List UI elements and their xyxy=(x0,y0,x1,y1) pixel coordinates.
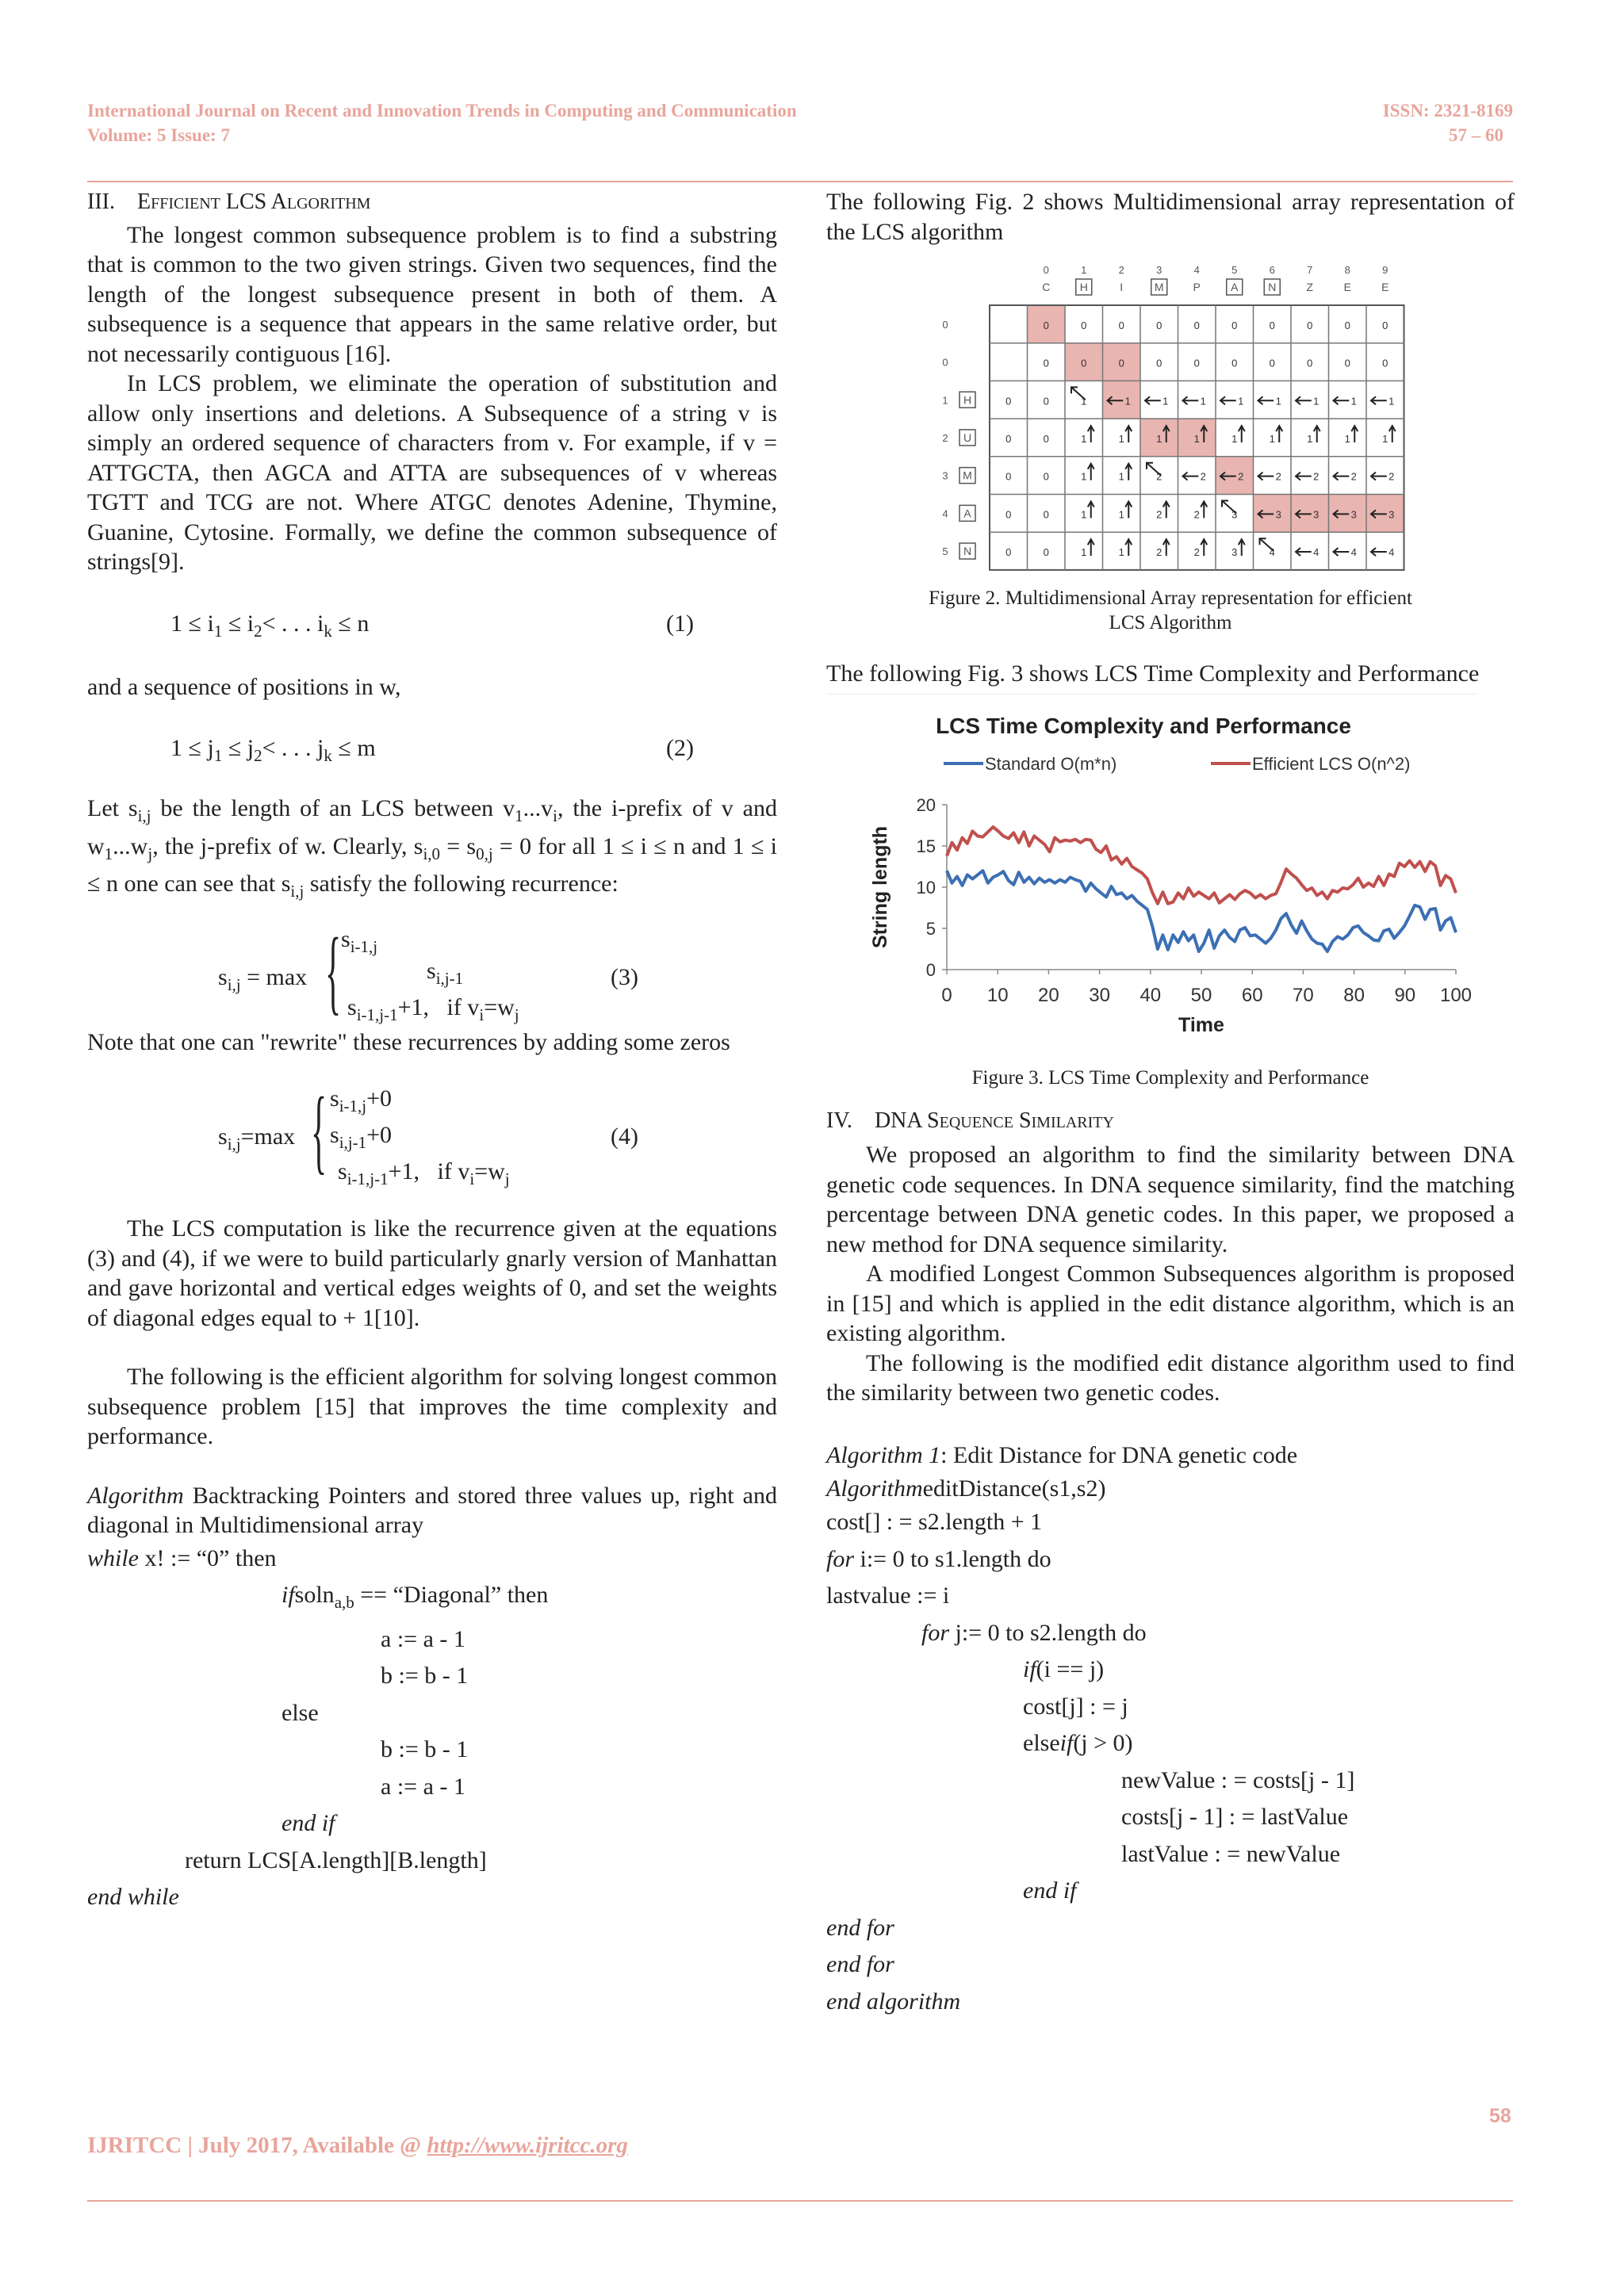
x-tick-label: 20 xyxy=(1038,984,1059,1006)
arrow-up-icon xyxy=(1201,502,1207,519)
matrix-cell-value: 0 xyxy=(1307,319,1313,331)
matrix-cell-value: 0 xyxy=(1043,395,1049,408)
matrix-col-index: 6 xyxy=(1269,264,1275,276)
matrix-cell-value: 1 xyxy=(1307,432,1313,445)
arrow-up-icon xyxy=(1314,426,1320,442)
arrow-up-icon xyxy=(1163,539,1170,556)
alg-line: elseif(j > 0) xyxy=(1023,1730,1133,1756)
matrix-cell-value: 1 xyxy=(1118,508,1124,521)
time-complexity-chart xyxy=(826,694,1515,1054)
matrix-cell-value: 0 xyxy=(1231,319,1238,331)
matrix-col-index: 5 xyxy=(1231,264,1238,276)
x-axis-label: Time xyxy=(1178,1013,1224,1036)
alg-line: end for xyxy=(826,1951,894,1977)
page-number: 58 xyxy=(1489,2105,1511,2127)
matrix-cell-value: 1 xyxy=(1200,395,1206,408)
alg-line: AlgorithmeditDistance(s1,s2) xyxy=(826,1475,1106,1502)
matrix-cell-value: 0 xyxy=(1118,357,1124,369)
arrow-up-icon xyxy=(1276,426,1282,442)
arrow-up-icon xyxy=(1239,426,1245,442)
arrow-left-icon xyxy=(1334,396,1350,404)
matrix-cell-value: 0 xyxy=(1382,319,1388,331)
alg-line: for i:= 0 to s1.length do xyxy=(826,1545,1051,1572)
arrow-diagonal-icon xyxy=(1071,387,1086,400)
section-heading-3 xyxy=(87,187,777,217)
matrix-cell-value: 0 xyxy=(1043,357,1049,369)
x-tick-label: 10 xyxy=(986,984,1009,1006)
algorithm-edit-distance xyxy=(826,1437,1515,2021)
paragraph: The following is the efficient algorithm for solving longest common subsequence problem [15] that improves the time complexity and performance. xyxy=(87,1364,777,1449)
arrow-left-icon xyxy=(1296,396,1312,404)
matrix-row-char: U xyxy=(963,430,972,444)
volume-issue: Volume: 5 Issue: 7 xyxy=(87,125,230,145)
alg-line: b := b - 1 xyxy=(381,1663,469,1689)
matrix-cell-value: 0 xyxy=(1081,319,1087,331)
x-tick-label: 70 xyxy=(1293,984,1314,1006)
footer-text: IJRITCC | July 2017, Available @ http://www.ijritcc.org xyxy=(87,2133,628,2158)
arrow-diagonal-icon xyxy=(1222,501,1236,514)
matrix-cell-value: 1 xyxy=(1081,470,1087,483)
y-tick-label: 15 xyxy=(916,836,936,856)
section-number: III. xyxy=(87,189,115,214)
matrix-cell-value: 2 xyxy=(1388,470,1395,483)
matrix-col-char: C xyxy=(1042,281,1051,293)
matrix-cell-value: 1 xyxy=(1081,395,1087,408)
alg-line: lastValue : = newValue xyxy=(1121,1840,1341,1867)
equation-number: (2) xyxy=(666,735,694,761)
alg-line: a := a - 1 xyxy=(381,1625,465,1652)
matrix-cell-value: 0 xyxy=(1307,357,1313,369)
matrix-cell-value: 0 xyxy=(1382,357,1388,369)
matrix-cell-value: 2 xyxy=(1350,470,1357,483)
journal-title: International Journal on Recent and Innovation Trends in Computing and Communication xyxy=(87,101,797,121)
arrow-up-icon xyxy=(1125,539,1132,556)
section-number: IV. xyxy=(826,1108,852,1133)
matrix-row-char: M xyxy=(963,469,972,482)
matrix-cell-value: 2 xyxy=(1313,470,1320,483)
matrix-row-index: 1 xyxy=(942,394,948,407)
matrix-col-index: 2 xyxy=(1118,264,1124,276)
arrow-diagonal-icon xyxy=(1260,538,1274,551)
left-column xyxy=(87,187,777,1916)
arrow-left-icon xyxy=(1371,396,1387,404)
equation-number: (3) xyxy=(611,963,638,990)
matrix-cell-value: 0 xyxy=(1043,470,1049,483)
alg-line: if(i == j) xyxy=(1023,1656,1105,1682)
matrix-row-index: 5 xyxy=(942,545,948,558)
paragraph: Note that one can "rewrite" these recurrences by adding some zeros xyxy=(87,1028,730,1055)
algorithm-title: Algorithm Backtracking Pointers and stored three values up, right and diagonal in Multidimensional array xyxy=(87,1482,777,1538)
figure-3-caption: Figure 3. LCS Time Complexity and Performance xyxy=(971,1066,1369,1089)
matrix-col-char: A xyxy=(1231,281,1239,293)
alg-line: costs[j - 1] : = lastValue xyxy=(1121,1804,1349,1830)
matrix-cell-value: 1 xyxy=(1382,432,1388,445)
matrix-cell-value: 0 xyxy=(1156,319,1162,331)
matrix-cell-value: 1 xyxy=(1118,470,1124,483)
matrix-col-char: E xyxy=(1343,281,1351,293)
matrix-cell-value: 1 xyxy=(1238,395,1244,408)
paragraph: A modified Longest Common Subsequences algorithm is proposed in [15] and which is applied in the edit distance algorithm, which is an existing algorithm. xyxy=(826,1261,1515,1346)
matrix-cell-value: 0 xyxy=(1005,470,1012,483)
arrow-up-icon xyxy=(1351,426,1358,442)
alg-line: b := b - 1 xyxy=(381,1736,469,1762)
matrix-cell-value: 1 xyxy=(1124,395,1131,408)
arrow-left-icon xyxy=(1258,473,1274,480)
arrow-left-icon xyxy=(1220,396,1236,404)
header-rule xyxy=(87,181,1513,182)
matrix-cell-value: 3 xyxy=(1388,508,1395,521)
alg-line: end algorithm xyxy=(826,1988,961,2015)
matrix-row-index: 0 xyxy=(942,356,948,369)
arrow-up-icon xyxy=(1389,426,1396,442)
matrix-cell-value: 0 xyxy=(1193,357,1200,369)
figure-2 xyxy=(826,264,1515,581)
arrow-left-icon xyxy=(1334,548,1350,556)
matrix-cell-value: 0 xyxy=(1043,432,1049,445)
x-tick-label: 50 xyxy=(1190,984,1212,1006)
arrow-left-icon xyxy=(1183,396,1199,404)
arrow-up-icon xyxy=(1088,426,1094,442)
arrow-diagonal-icon xyxy=(1147,463,1161,476)
arrow-up-icon xyxy=(1201,539,1207,556)
y-tick-label: 0 xyxy=(925,959,936,980)
matrix-col-index: 8 xyxy=(1344,264,1350,276)
matrix-cell-value: 0 xyxy=(1081,357,1087,369)
matrix-cell-value: 1 xyxy=(1231,432,1238,445)
issn: ISSN: 2321-8169 xyxy=(1382,101,1513,121)
chart-title: LCS Time Complexity and Performance xyxy=(936,713,1351,738)
x-tick-label: 90 xyxy=(1394,984,1416,1006)
paragraph: The following is the modified edit distance algorithm used to find the similarity between two genetic codes. xyxy=(826,1349,1515,1406)
matrix-cell-value: 1 xyxy=(1269,432,1275,445)
matrix-cell-value: 1 xyxy=(1156,432,1162,445)
matrix-cell-value: 0 xyxy=(1193,319,1200,331)
x-tick-label: 60 xyxy=(1241,984,1263,1006)
matrix-cell-value: 1 xyxy=(1081,508,1087,521)
arrow-up-icon xyxy=(1125,464,1132,480)
matrix-row-char: A xyxy=(963,507,971,520)
matrix-cell-value: 1 xyxy=(1193,432,1200,445)
matrix-col-char: M xyxy=(1154,281,1164,293)
matrix-col-index: 4 xyxy=(1193,264,1200,276)
caption-line: LCS Algorithm xyxy=(1109,612,1232,633)
matrix-cell-value: 0 xyxy=(1231,357,1238,369)
matrix-cell-value: 2 xyxy=(1193,508,1200,521)
arrow-up-icon xyxy=(1239,539,1245,556)
matrix-cell-value: 0 xyxy=(1118,319,1124,331)
matrix-cell-value: 2 xyxy=(1200,470,1206,483)
alg-line: end if xyxy=(1023,1877,1077,1904)
matrix-cell-value: 1 xyxy=(1313,395,1320,408)
legend-label: Efficient LCS O(n^2) xyxy=(1252,753,1411,774)
matrix-cell-value: 2 xyxy=(1156,508,1162,521)
matrix-cell-value: 2 xyxy=(1275,470,1281,483)
matrix-cell-value: 0 xyxy=(1156,357,1162,369)
equation-4: $s_{i,j}=\max$ { $s_{i-1,j}+0$ $s_{i,j-1}+0$ $s_{i-1,j-1}+1$, if $v_i=w_j$ (4) xyxy=(218,1077,638,1188)
alg-line: end for xyxy=(826,1914,894,1941)
paragraph: The following Fig. 2 shows Multidimensional array representation of the LCS algorithm xyxy=(826,189,1515,245)
right-column xyxy=(826,187,1515,2020)
matrix-row-index: 2 xyxy=(942,431,948,444)
footer-rule xyxy=(87,2200,1513,2202)
matrix-cell-value: 1 xyxy=(1081,546,1087,559)
alg-line: cost[j] : = j xyxy=(1023,1693,1128,1720)
series-line xyxy=(947,871,1456,951)
y-tick-label: 20 xyxy=(916,794,936,815)
matrix-cell-value: 4 xyxy=(1350,546,1357,559)
matrix-cell-value: 0 xyxy=(1005,508,1012,521)
paragraph: Let $s_{i,j}$ be the length of an LCS between $v_1...v_i$, the i-prefix of v and $w_1...w_j$, the j-prefix of w. Clearly, $s_{i,0} = s_{0,j} = 0$ for all 1 ≤ i ≤ n and 1 ≤ i ≤ n one can see that $s_{i,j}$ satisfy the following recurrence: xyxy=(87,795,777,901)
matrix-row-index: 4 xyxy=(942,507,948,520)
matrix-cell-value: 1 xyxy=(1118,432,1124,445)
page-range: 57 – 60 xyxy=(1449,125,1503,145)
arrow-up-icon xyxy=(1088,539,1094,556)
alg-line: Algorithm 1: Edit Distance for DNA genetic code xyxy=(826,1441,1298,1468)
alg-line: return LCS[A.length][B.length] xyxy=(185,1846,487,1873)
equation-number: (1) xyxy=(666,610,694,637)
matrix-cell-value: 1 xyxy=(1388,395,1395,408)
x-tick-label: 40 xyxy=(1139,984,1162,1006)
matrix-cell-value: 3 xyxy=(1231,508,1238,521)
matrix-cell-value: 4 xyxy=(1388,546,1395,559)
lcs-matrix xyxy=(826,264,1515,581)
y-tick-label: 10 xyxy=(916,877,936,897)
matrix-col-index: 3 xyxy=(1156,264,1162,276)
matrix-cell-value: 0 xyxy=(1269,357,1275,369)
matrix-cell-value: 3 xyxy=(1350,508,1357,521)
matrix-row-char: N xyxy=(963,545,972,558)
matrix-cell-value: 0 xyxy=(1005,432,1012,445)
matrix-col-char: Z xyxy=(1306,281,1314,293)
alg-line: lastvalue := i xyxy=(826,1582,950,1609)
arrow-up-icon xyxy=(1088,464,1094,480)
y-tick-label: 5 xyxy=(925,918,936,939)
matrix-cell-value: 2 xyxy=(1156,470,1162,483)
alg-line: a := a - 1 xyxy=(381,1773,465,1800)
matrix-cell-value: 3 xyxy=(1231,546,1238,559)
matrix-cell-value: 1 xyxy=(1118,546,1124,559)
footer-link[interactable]: http://www.ijritcc.org xyxy=(427,2133,628,2158)
section-title: DNA Sequence Similarity xyxy=(874,1108,1114,1133)
arrow-left-icon xyxy=(1371,473,1387,480)
matrix-cell-value: 3 xyxy=(1313,508,1320,521)
matrix-cell-value: 0 xyxy=(1043,546,1049,559)
matrix-cell-value: 0 xyxy=(1269,319,1275,331)
series-line xyxy=(947,827,1456,904)
matrix-cell-value: 0 xyxy=(1344,357,1350,369)
matrix-cell-value: 4 xyxy=(1313,546,1320,559)
caption-line: Figure 2. Multidimensional Array representation for efficient xyxy=(929,587,1412,609)
matrix-col-char: P xyxy=(1193,281,1201,293)
matrix-cell-value: 1 xyxy=(1275,395,1281,408)
matrix-col-index: 9 xyxy=(1382,264,1388,276)
matrix-cell-value: 1 xyxy=(1081,432,1087,445)
arrow-left-icon xyxy=(1371,548,1387,556)
arrow-up-icon xyxy=(1125,426,1132,442)
matrix-cell-value: 2 xyxy=(1193,546,1200,559)
matrix-cell-value: 0 xyxy=(1005,395,1012,408)
matrix-cell-value: 1 xyxy=(1350,395,1357,408)
equation-3: $s_{i,j} = \max$ { $s_{i-1,j}$ $s_{i,j-1}$ $s_{i-1,j-1}+1$, if $v_i=w_j$ (3) xyxy=(218,917,638,1024)
alg-line: cost[] : = s2.length + 1 xyxy=(826,1509,1043,1535)
paragraph: The following Fig. 3 shows LCS Time Complexity and Performance xyxy=(826,660,1480,687)
matrix-col-char: N xyxy=(1268,281,1277,293)
matrix-col-index: 1 xyxy=(1081,264,1087,276)
y-axis-label: String length xyxy=(869,825,891,948)
arrow-up-icon xyxy=(1163,502,1170,519)
alg-line: newValue : = costs[j - 1] xyxy=(1121,1766,1355,1793)
arrow-left-icon xyxy=(1296,473,1312,480)
matrix-cell-value: 0 xyxy=(1043,508,1049,521)
x-tick-label: 100 xyxy=(1439,984,1473,1006)
matrix-col-char: E xyxy=(1381,281,1389,293)
arrow-up-icon xyxy=(1088,502,1094,519)
legend-label: Standard O(m*n) xyxy=(985,753,1117,774)
figure-2-caption xyxy=(826,586,1515,635)
matrix-col-char: I xyxy=(1120,281,1124,293)
equation-1: $1 \le i_1 \le i_2<$ . . . $i_k \le n$ (1) xyxy=(170,610,694,641)
x-tick-label: 80 xyxy=(1343,984,1365,1006)
section-title: Efficient LCS Algorithm xyxy=(136,189,371,214)
algorithm-backtracking xyxy=(87,1540,777,1916)
alg-line: else xyxy=(282,1699,319,1726)
matrix-row-index: 3 xyxy=(942,469,948,482)
arrow-left-icon xyxy=(1258,396,1274,404)
paragraph: We proposed an algorithm to find the similarity between DNA genetic code sequences. In DNA sequence similarity, find the matching percentage between DNA genetic codes. In this paper, we proposed a new method for DNA sequence similarity. xyxy=(826,1142,1515,1257)
matrix-row-char: H xyxy=(963,393,972,407)
paragraph: The LCS computation is like the recurrence given at the equations (3) and (4), if we were to build particularly gnarly version of Manhattan and gave horizontal and vertical edges weights of 0, and set the weights of diagonal edges equal to + 1[10]. xyxy=(87,1215,777,1331)
arrow-left-icon xyxy=(1145,396,1161,404)
matrix-cell-value: 0 xyxy=(1344,319,1350,331)
matrix-cell-value: 0 xyxy=(1005,546,1012,559)
arrow-up-icon xyxy=(1125,502,1132,519)
section-heading-4 xyxy=(826,1106,1515,1136)
x-tick-label: 30 xyxy=(1089,984,1110,1006)
matrix-col-char: H xyxy=(1079,281,1088,293)
figure-3 xyxy=(826,694,1515,1054)
arrow-left-icon xyxy=(1183,473,1199,480)
matrix-cell-value: 2 xyxy=(1238,470,1244,483)
arrow-left-icon xyxy=(1334,473,1350,480)
equation-number: (4) xyxy=(611,1123,638,1150)
matrix-cell-value: 1 xyxy=(1162,395,1169,408)
alg-line: ifsoln$_{a,b}$ == “Diagonal” then xyxy=(282,1582,549,1612)
paragraph: In LCS problem, we eliminate the operation of substitution and allow only insertions and deletions. A Subsequence of a string v is simply an ordered sequence of characters from v. For example, if v = ATTGCTA, then AGCA and ATTA are subsequences of v whereas TGTT and TCG are not. Where ATGC denotes Adenine, Thymine, Guanine, Cytosine. Formally, we define the common subsequence of strings[9]. xyxy=(87,370,777,575)
matrix-col-index: 0 xyxy=(1043,264,1049,276)
arrow-left-icon xyxy=(1296,548,1312,556)
matrix-cell-value: 3 xyxy=(1275,508,1281,521)
alg-line: end while xyxy=(87,1884,179,1910)
matrix-cell-value: 1 xyxy=(1344,432,1350,445)
alg-line: end if xyxy=(282,1810,335,1836)
paragraph: and a sequence of positions in w, xyxy=(87,673,401,700)
matrix-row-index: 0 xyxy=(942,318,948,331)
alg-line: while x! := “0” then xyxy=(87,1544,277,1571)
matrix-cell-value: 4 xyxy=(1269,546,1275,559)
matrix-cell-value: 0 xyxy=(1043,319,1049,331)
equation-2: $1 \le j_1 \le j_2<$ . . . $j_k \le m$ (2) xyxy=(170,735,694,765)
alg-line: for j:= 0 to s2.length do xyxy=(921,1619,1147,1646)
matrix-col-index: 7 xyxy=(1307,264,1313,276)
x-tick-label: 0 xyxy=(941,984,952,1006)
matrix-cell-value: 2 xyxy=(1156,546,1162,559)
paragraph: The longest common subsequence problem is to find a substring that is common to the two given strings. Given two sequences, find the length of the longest subsequence present in both of them. A subsequence is a sequence that appears in the same relative order, but not necessarily contiguous [16]. xyxy=(87,221,777,367)
